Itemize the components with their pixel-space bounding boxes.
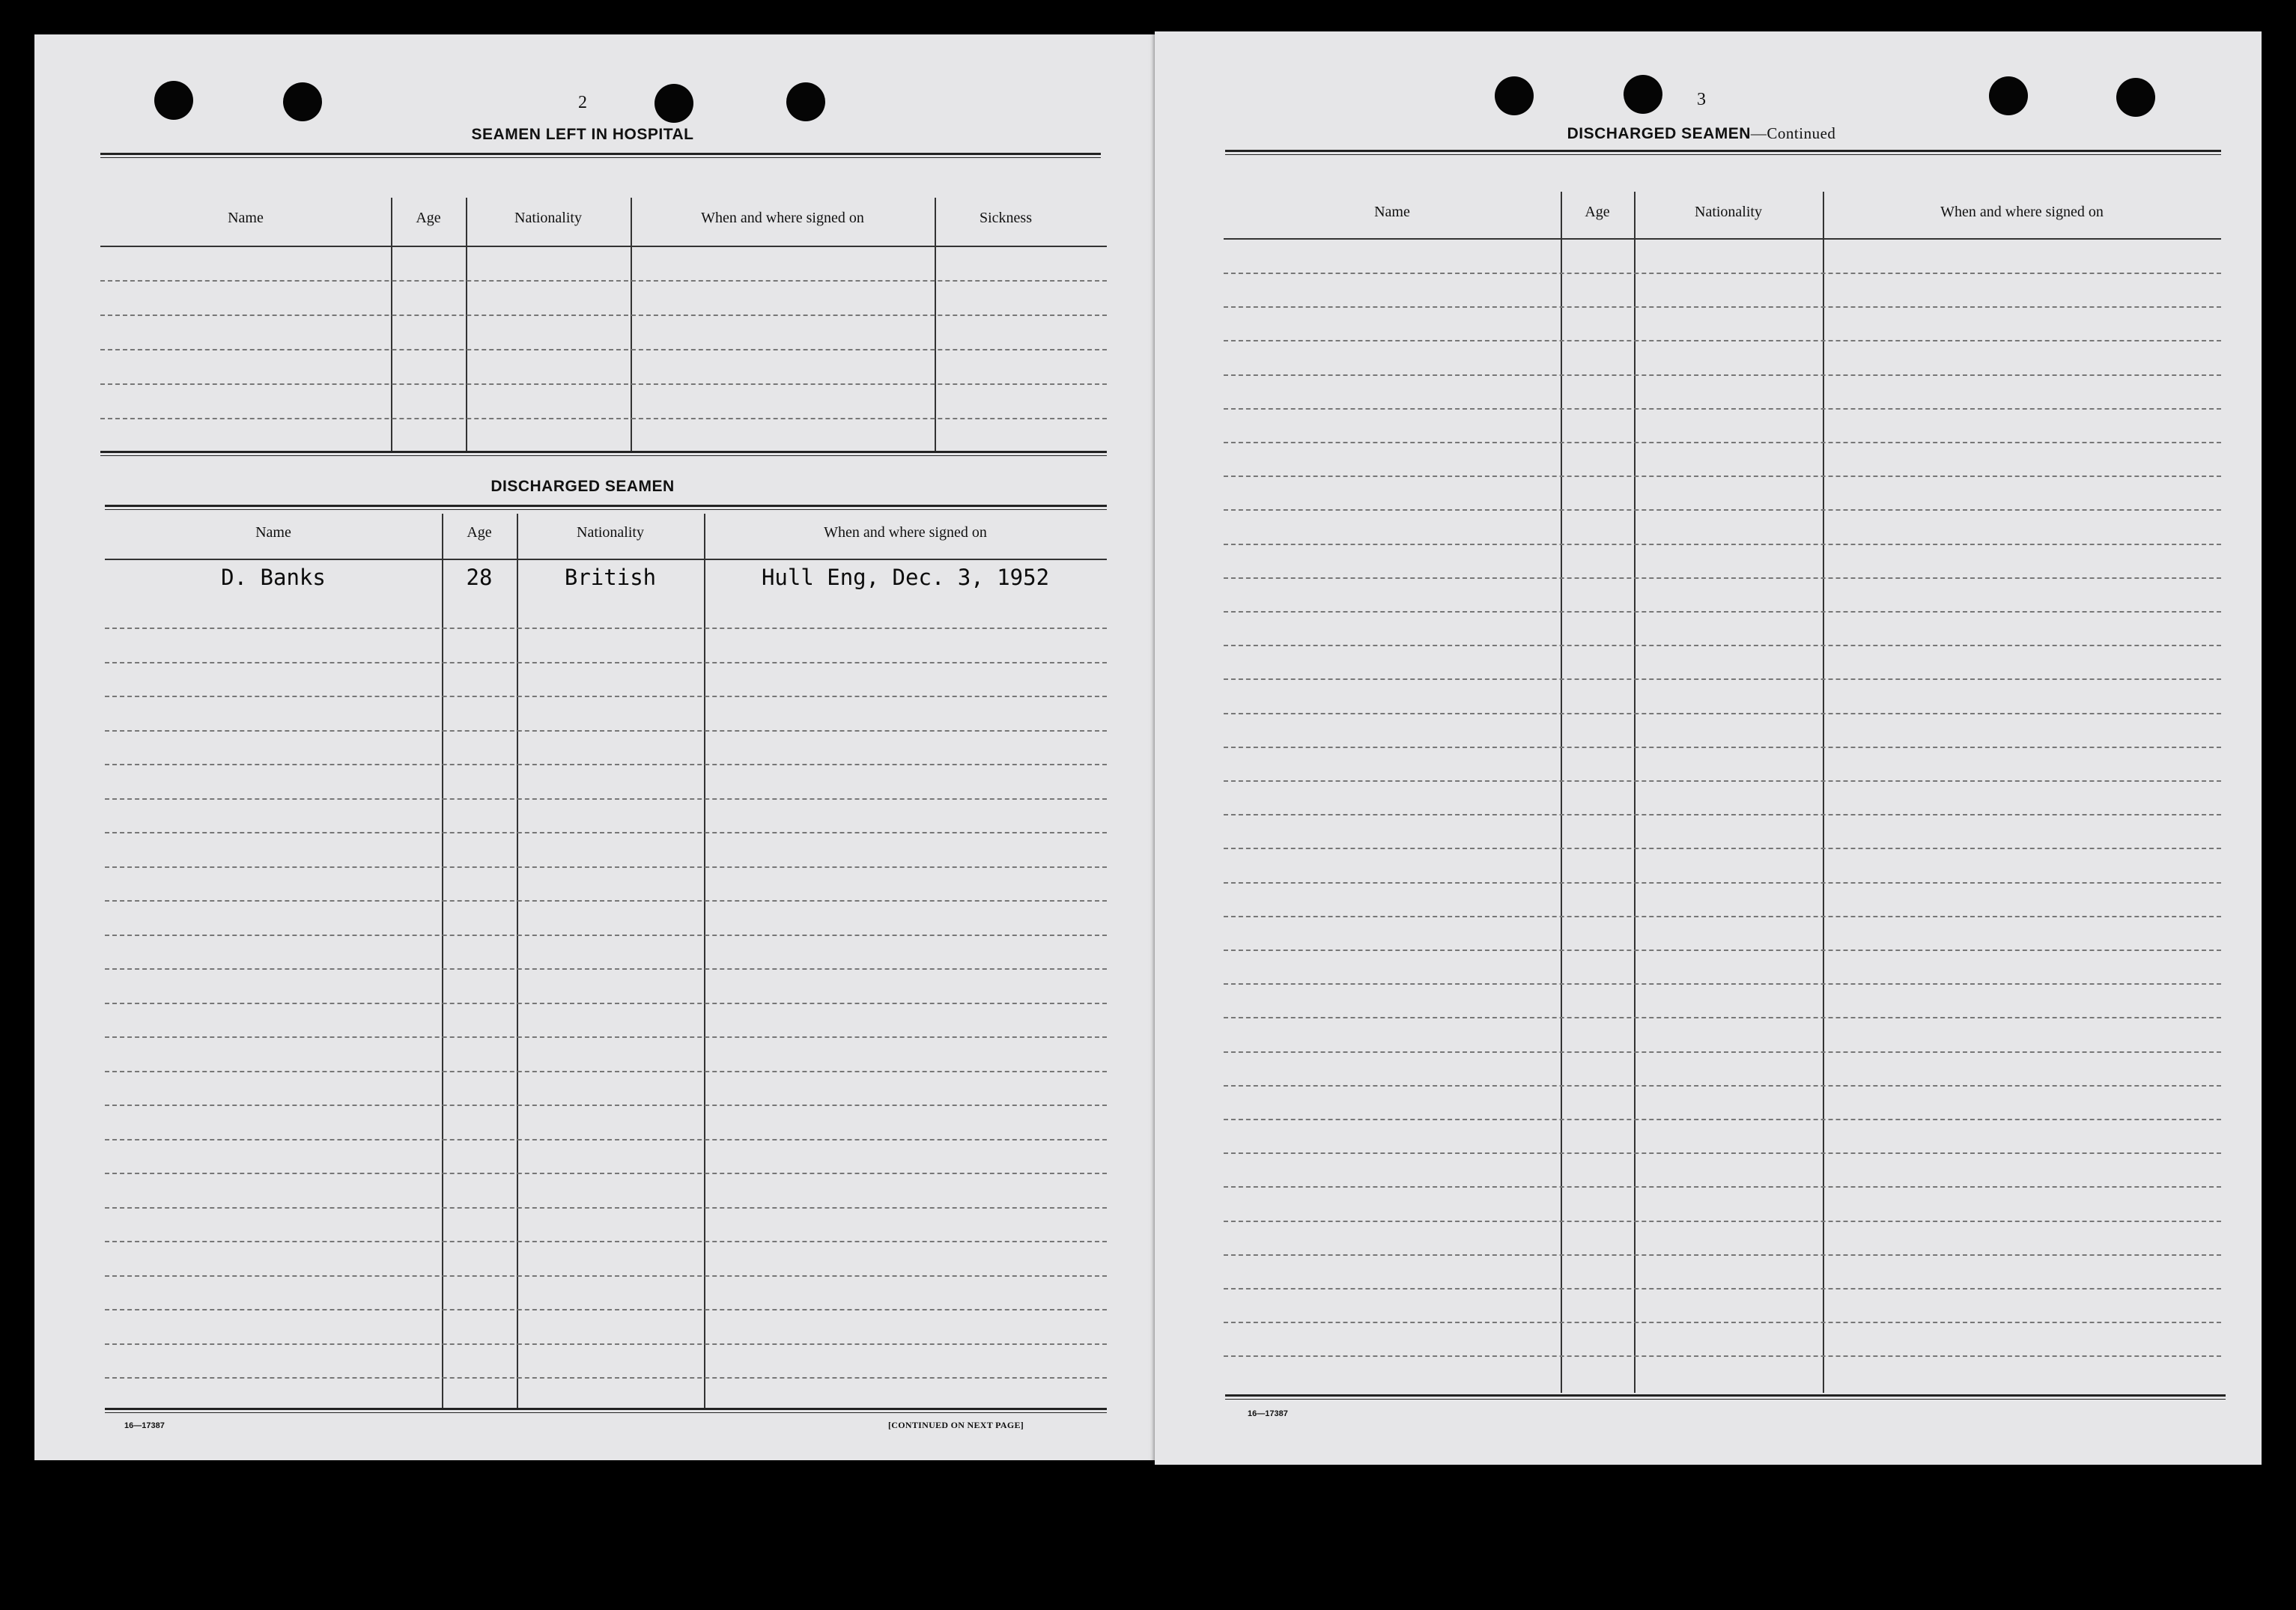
- table-row: [1224, 611, 2221, 613]
- table-row: [105, 798, 1107, 800]
- column-divider: [1823, 192, 1824, 1393]
- table-row: [1224, 273, 2221, 274]
- table-row: [1224, 983, 2221, 985]
- column-header-nationality: Nationality: [577, 524, 644, 541]
- seaman-age: 28: [466, 565, 493, 590]
- column-divider: [631, 198, 632, 452]
- table-row: [105, 1139, 1107, 1140]
- column-header-nationality: Nationality: [1695, 204, 1762, 220]
- table-row: [105, 1275, 1107, 1277]
- table-row: [105, 968, 1107, 970]
- left-page: [34, 34, 1164, 1460]
- punch-hole: [1624, 75, 1662, 114]
- discharged-section-title: DISCHARGED SEAMEN: [491, 478, 675, 495]
- punch-hole: [283, 82, 322, 121]
- table-row: [105, 1343, 1107, 1345]
- table-row: [105, 1003, 1107, 1004]
- table-row: [1224, 814, 2221, 815]
- table-row: [1224, 950, 2221, 951]
- continued-note: [CONTINUED ON NEXT PAGE]: [888, 1420, 1024, 1430]
- header-bottom-rule: [1224, 238, 2221, 240]
- table-row: [1224, 645, 2221, 646]
- table-row: [1224, 340, 2221, 341]
- table-row: [1224, 1288, 2221, 1289]
- discharged-table-left: [105, 514, 1107, 1409]
- column-divider: [466, 198, 467, 452]
- hospital-bottom-rule: [100, 451, 1107, 456]
- column-divider: [1561, 192, 1562, 1393]
- punch-hole: [786, 82, 825, 121]
- column-header-signed-on: When and where signed on: [824, 524, 987, 541]
- table-row: [1224, 916, 2221, 917]
- column-header-name: Name: [1374, 204, 1410, 220]
- table-row: [105, 1309, 1107, 1310]
- seaman-name: D. Banks: [221, 565, 326, 590]
- table-row: [1224, 1322, 2221, 1323]
- table-row: [100, 349, 1107, 350]
- column-header-name: Name: [228, 210, 264, 226]
- table-row: [1224, 306, 2221, 308]
- table-row: [1224, 1085, 2221, 1087]
- page-number: 3: [1697, 90, 1706, 109]
- table-row: [105, 628, 1107, 629]
- column-header-nationality: Nationality: [514, 210, 582, 226]
- table-row: [1224, 408, 2221, 410]
- table-row: [1224, 374, 2221, 376]
- table-row: [1224, 1186, 2221, 1188]
- table-row: [105, 935, 1107, 936]
- punch-hole: [154, 81, 193, 120]
- table-row: [1224, 1051, 2221, 1053]
- form-number: 16—17387: [124, 1421, 165, 1430]
- punch-hole: [655, 84, 693, 123]
- table-row: [1224, 577, 2221, 579]
- table-row: [1224, 1017, 2221, 1018]
- table-row: [100, 280, 1107, 282]
- header-bottom-rule: [105, 559, 1107, 560]
- punch-hole: [1989, 76, 2028, 115]
- table-row: [1224, 882, 2221, 884]
- table-row: [105, 1071, 1107, 1072]
- table-row: [105, 696, 1107, 697]
- table-row: [1224, 1119, 2221, 1120]
- table-row: [1224, 1254, 2221, 1256]
- discharged-bottom-rule: [105, 1408, 1107, 1413]
- table-row: [105, 764, 1107, 765]
- hospital-top-rule: [100, 153, 1101, 158]
- table-row: [1224, 780, 2221, 782]
- discharged-top-rule: [105, 505, 1107, 510]
- table-row: [1224, 1152, 2221, 1154]
- seaman-nationality: British: [564, 565, 657, 590]
- table-row: [1224, 442, 2221, 443]
- table-row: [1224, 509, 2221, 511]
- table-row: [105, 900, 1107, 902]
- column-header-name: Name: [255, 524, 291, 541]
- column-divider: [391, 198, 392, 452]
- table-row: [1224, 713, 2221, 714]
- column-header-age: Age: [416, 210, 441, 226]
- discharged-continued-title: [1379, 124, 2023, 143]
- column-header-sickness: Sickness: [980, 210, 1032, 226]
- column-header-signed-on: When and where signed on: [701, 210, 864, 226]
- table-row: [105, 1377, 1107, 1379]
- page-number: 2: [578, 93, 587, 112]
- table-row: [1224, 1355, 2221, 1357]
- column-header-signed-on: When and where signed on: [1940, 204, 2104, 220]
- column-header-age: Age: [1585, 204, 1610, 220]
- hospital-table: [100, 162, 1107, 454]
- table-row: [1224, 1221, 2221, 1222]
- section-title-text: DISCHARGED SEAMEN: [1567, 125, 1751, 142]
- table-row: [100, 383, 1107, 385]
- discharged-top-rule: [1225, 150, 2221, 155]
- table-row: [100, 418, 1107, 419]
- table-row: [105, 1105, 1107, 1106]
- table-row: [105, 866, 1107, 868]
- punch-hole: [2116, 78, 2155, 117]
- table-row: [105, 1241, 1107, 1242]
- table-row: [1224, 476, 2221, 477]
- hospital-section-title: SEAMEN LEFT IN HOSPITAL: [471, 126, 694, 143]
- table-row: [105, 1036, 1107, 1038]
- table-row: [1224, 544, 2221, 545]
- table-row: [105, 1207, 1107, 1209]
- section-title-suffix: —Continued: [1750, 124, 1836, 142]
- table-row: [105, 832, 1107, 833]
- seaman-signed-on: Hull Eng, Dec. 3, 1952: [761, 565, 1050, 590]
- table-row: [105, 1173, 1107, 1174]
- discharged-table-right: [1224, 159, 2221, 1402]
- table-row: [100, 315, 1107, 316]
- table-row: [1224, 747, 2221, 748]
- discharged-bottom-rule: [1225, 1394, 2226, 1400]
- column-divider: [1634, 192, 1636, 1393]
- column-divider: [935, 198, 936, 452]
- table-row: [1224, 678, 2221, 680]
- column-header-age: Age: [467, 524, 492, 541]
- table-row: [105, 662, 1107, 663]
- table-row: [1224, 848, 2221, 849]
- header-bottom-rule: [100, 246, 1107, 247]
- table-row: [105, 730, 1107, 732]
- form-number: 16—17387: [1248, 1409, 1288, 1418]
- right-page: [1155, 31, 2262, 1465]
- punch-hole: [1495, 76, 1534, 115]
